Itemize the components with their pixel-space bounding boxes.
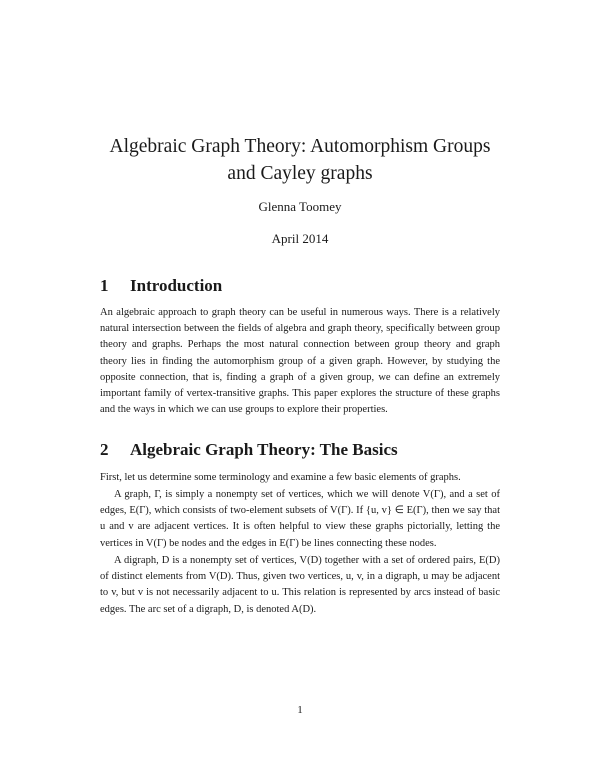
page-number: 1	[297, 704, 303, 716]
author: Glenna Toomey	[258, 199, 342, 214]
basics-paragraph-1: First, let us determine some terminology and examine a few basic elements of graphs.	[100, 472, 461, 483]
section-title: Algebraic Graph Theory: The Basics	[130, 440, 398, 459]
basics-paragraph-3: A digraph, D is a nonempty set of vertices, V(D) together with a set of ordered pairs, E(D) of distinct elements from V(D). Thus, given two vertices, u, v, in a digraph, u may be adjacent to v, but v is not necessarily adjacent to u. This relation is represented by arcs instead of basic edges. The arc set of a digraph, D, is denoted A(D).	[100, 555, 500, 615]
date: April 2014	[271, 231, 329, 246]
basics-paragraph-2: A graph, Γ, is simply a nonempty set of vertices, which we will denote V(Γ), and a set of edges, E(Γ), which consists of two-element subsets of V(Γ). If {u, v} ∈ E(Γ), then we say that u and v are adjacent vertices. It is often helpful to view these graphs pictorially, letting the vertices in V(Γ) be nodes and the edges in E(Γ) be lines connecting these nodes.	[100, 489, 500, 549]
intro-paragraph: An algebraic approach to graph theory can be useful in numerous ways. There is a relatively natural intersection between the fields of algebra and graph theory, specifically between group theory and graphs. Perhaps the most natural connection between group theory and graph theory lies in finding the automorphism group of a given graph. However, by studying the opposite connection, that is, finding a graph of a given group, we can define an extremely important family of vertex-transitive graphs. This paper explores the structure of these graphs and the ways in which we can use groups to explore their properties.	[100, 307, 500, 416]
paper-title	[60, 133, 540, 187]
section-heading-basics	[100, 440, 398, 460]
section-heading-introduction	[100, 276, 222, 296]
section-number: 1	[100, 276, 109, 295]
title-line-1: Algebraic Graph Theory: Automorphism Groups	[109, 136, 491, 157]
title-line-2: and Cayley graphs	[227, 163, 373, 184]
section-title: Introduction	[130, 276, 223, 295]
section-number: 2	[100, 440, 109, 459]
